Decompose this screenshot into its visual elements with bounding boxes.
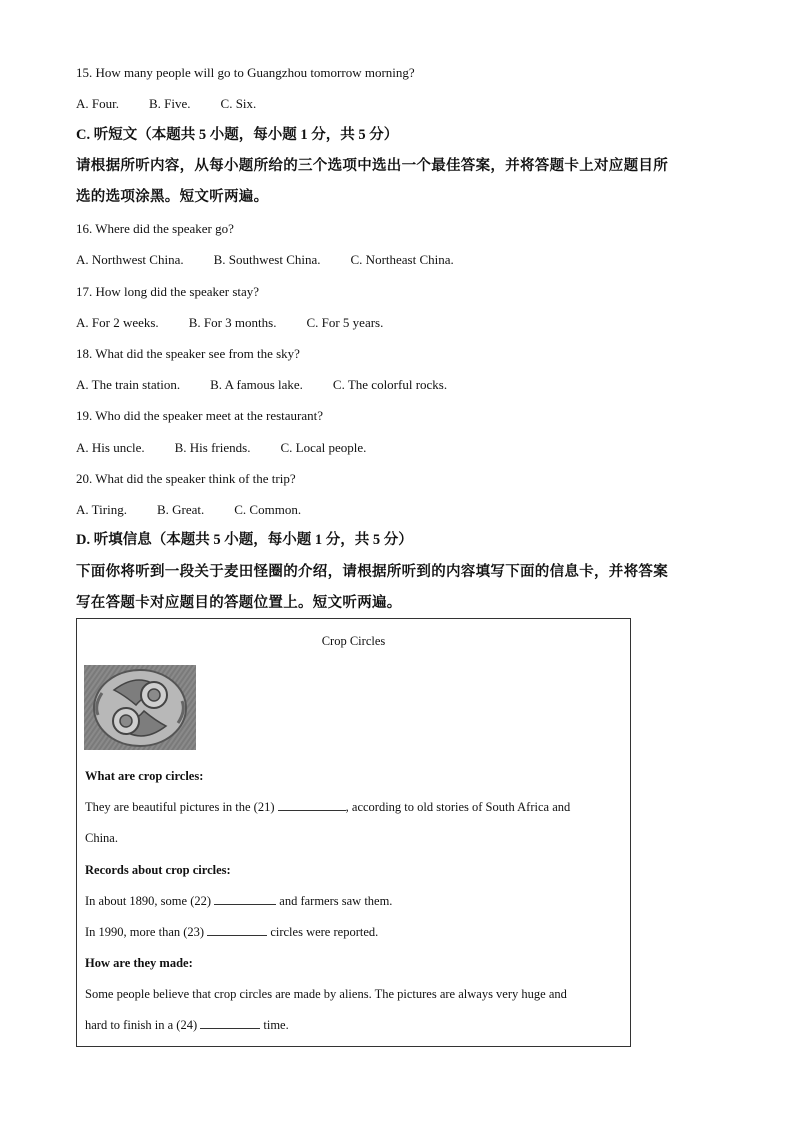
question-15: 15. How many people will go to Guangzhou tomorrow morning? [76,65,415,80]
card-title: Crop Circles [321,634,386,648]
section-d-instruction-2: 写在答题卡对应题目的答题位置上。短文听两遍。 [76,595,402,611]
option: B. A famous lake. [210,377,303,392]
line-text: time. [263,1018,289,1032]
answer-blank-22[interactable] [214,893,276,905]
question-20: 20. What did the speaker think of the trip? [76,471,296,486]
question-18-options [76,377,477,393]
card-line-24 [85,1017,289,1033]
option: B. His friends. [174,440,251,455]
line-text: In about 1890, some (22) [85,894,212,908]
answer-blank-23[interactable] [207,924,267,936]
card-line-china: China. [85,831,118,845]
question-17-options [76,315,413,331]
option: A. The train station. [76,377,181,392]
line-text: circles were reported. [270,925,379,939]
option: A. His uncle. [76,440,145,455]
heading-what-are-crop-circles: What are crop circles: [85,769,204,783]
question-20-options [76,502,331,518]
card-line-22 [85,893,392,909]
option: C. Six. [220,96,257,111]
option: A. Tiring. [76,502,127,517]
line-text: and farmers saw them. [279,894,393,908]
option: A. Four. [76,96,119,111]
line-text: In 1990, more than (23) [85,925,205,939]
option: B. Great. [156,502,205,517]
option: B. Five. [148,96,191,111]
question-19: 19. Who did the speaker meet at the restaurant? [76,408,324,423]
crop-circle-photo [84,665,196,750]
line-text: They are beautiful pictures in the (21) [85,800,275,814]
answer-blank-24[interactable] [200,1017,260,1029]
question-16-options [76,252,484,268]
option: C. The colorful rocks. [332,377,448,392]
card-line-21 [85,799,570,815]
section-c-instruction-1: 请根据所听内容，从每小题所给的三个选项中选出一个最佳答案，并将答题卡上对应题目所 [76,158,668,174]
info-card [76,618,631,1047]
question-16: 16. Where did the speaker go? [76,221,234,236]
option: A. Northwest China. [76,252,184,267]
option: B. For 3 months. [188,315,277,330]
heading-how-made: How are they made: [85,956,193,970]
card-line-23 [85,924,378,940]
answer-blank-21[interactable] [278,799,346,811]
question-18: 18. What did the speaker see from the sky? [76,346,300,361]
option: C. Local people. [280,440,367,455]
section-c-instruction-2: 选的选项涂黑。短文听两遍。 [76,189,269,205]
line-text: hard to finish in a (24) [85,1018,198,1032]
question-15-options [76,96,286,112]
section-d-heading: D. 听填信息（本题共 5 小题，每小题 1 分，共 5 分） [76,532,413,548]
section-d-instruction-1: 下面你将听到一段关于麦田怪圈的介绍，请根据所听到的内容填写下面的信息卡，并将答案 [76,564,668,580]
line-text: , according to old stories of South Africa and [345,800,571,814]
question-19-options [76,440,396,456]
option: C. Common. [234,502,302,517]
question-17: 17. How long did the speaker stay? [76,284,260,299]
card-line-aliens: Some people believe that crop circles are made by aliens. The pictures are always very huge and [85,987,567,1001]
option: B. Southwest China. [213,252,321,267]
heading-records: Records about crop circles: [85,863,231,877]
section-c-heading: C. 听短文（本题共 5 小题，每小题 1 分，共 5 分） [76,127,399,143]
option: A. For 2 weeks. [76,315,159,330]
option: C. For 5 years. [306,315,384,330]
option: C. Northeast China. [350,252,454,267]
